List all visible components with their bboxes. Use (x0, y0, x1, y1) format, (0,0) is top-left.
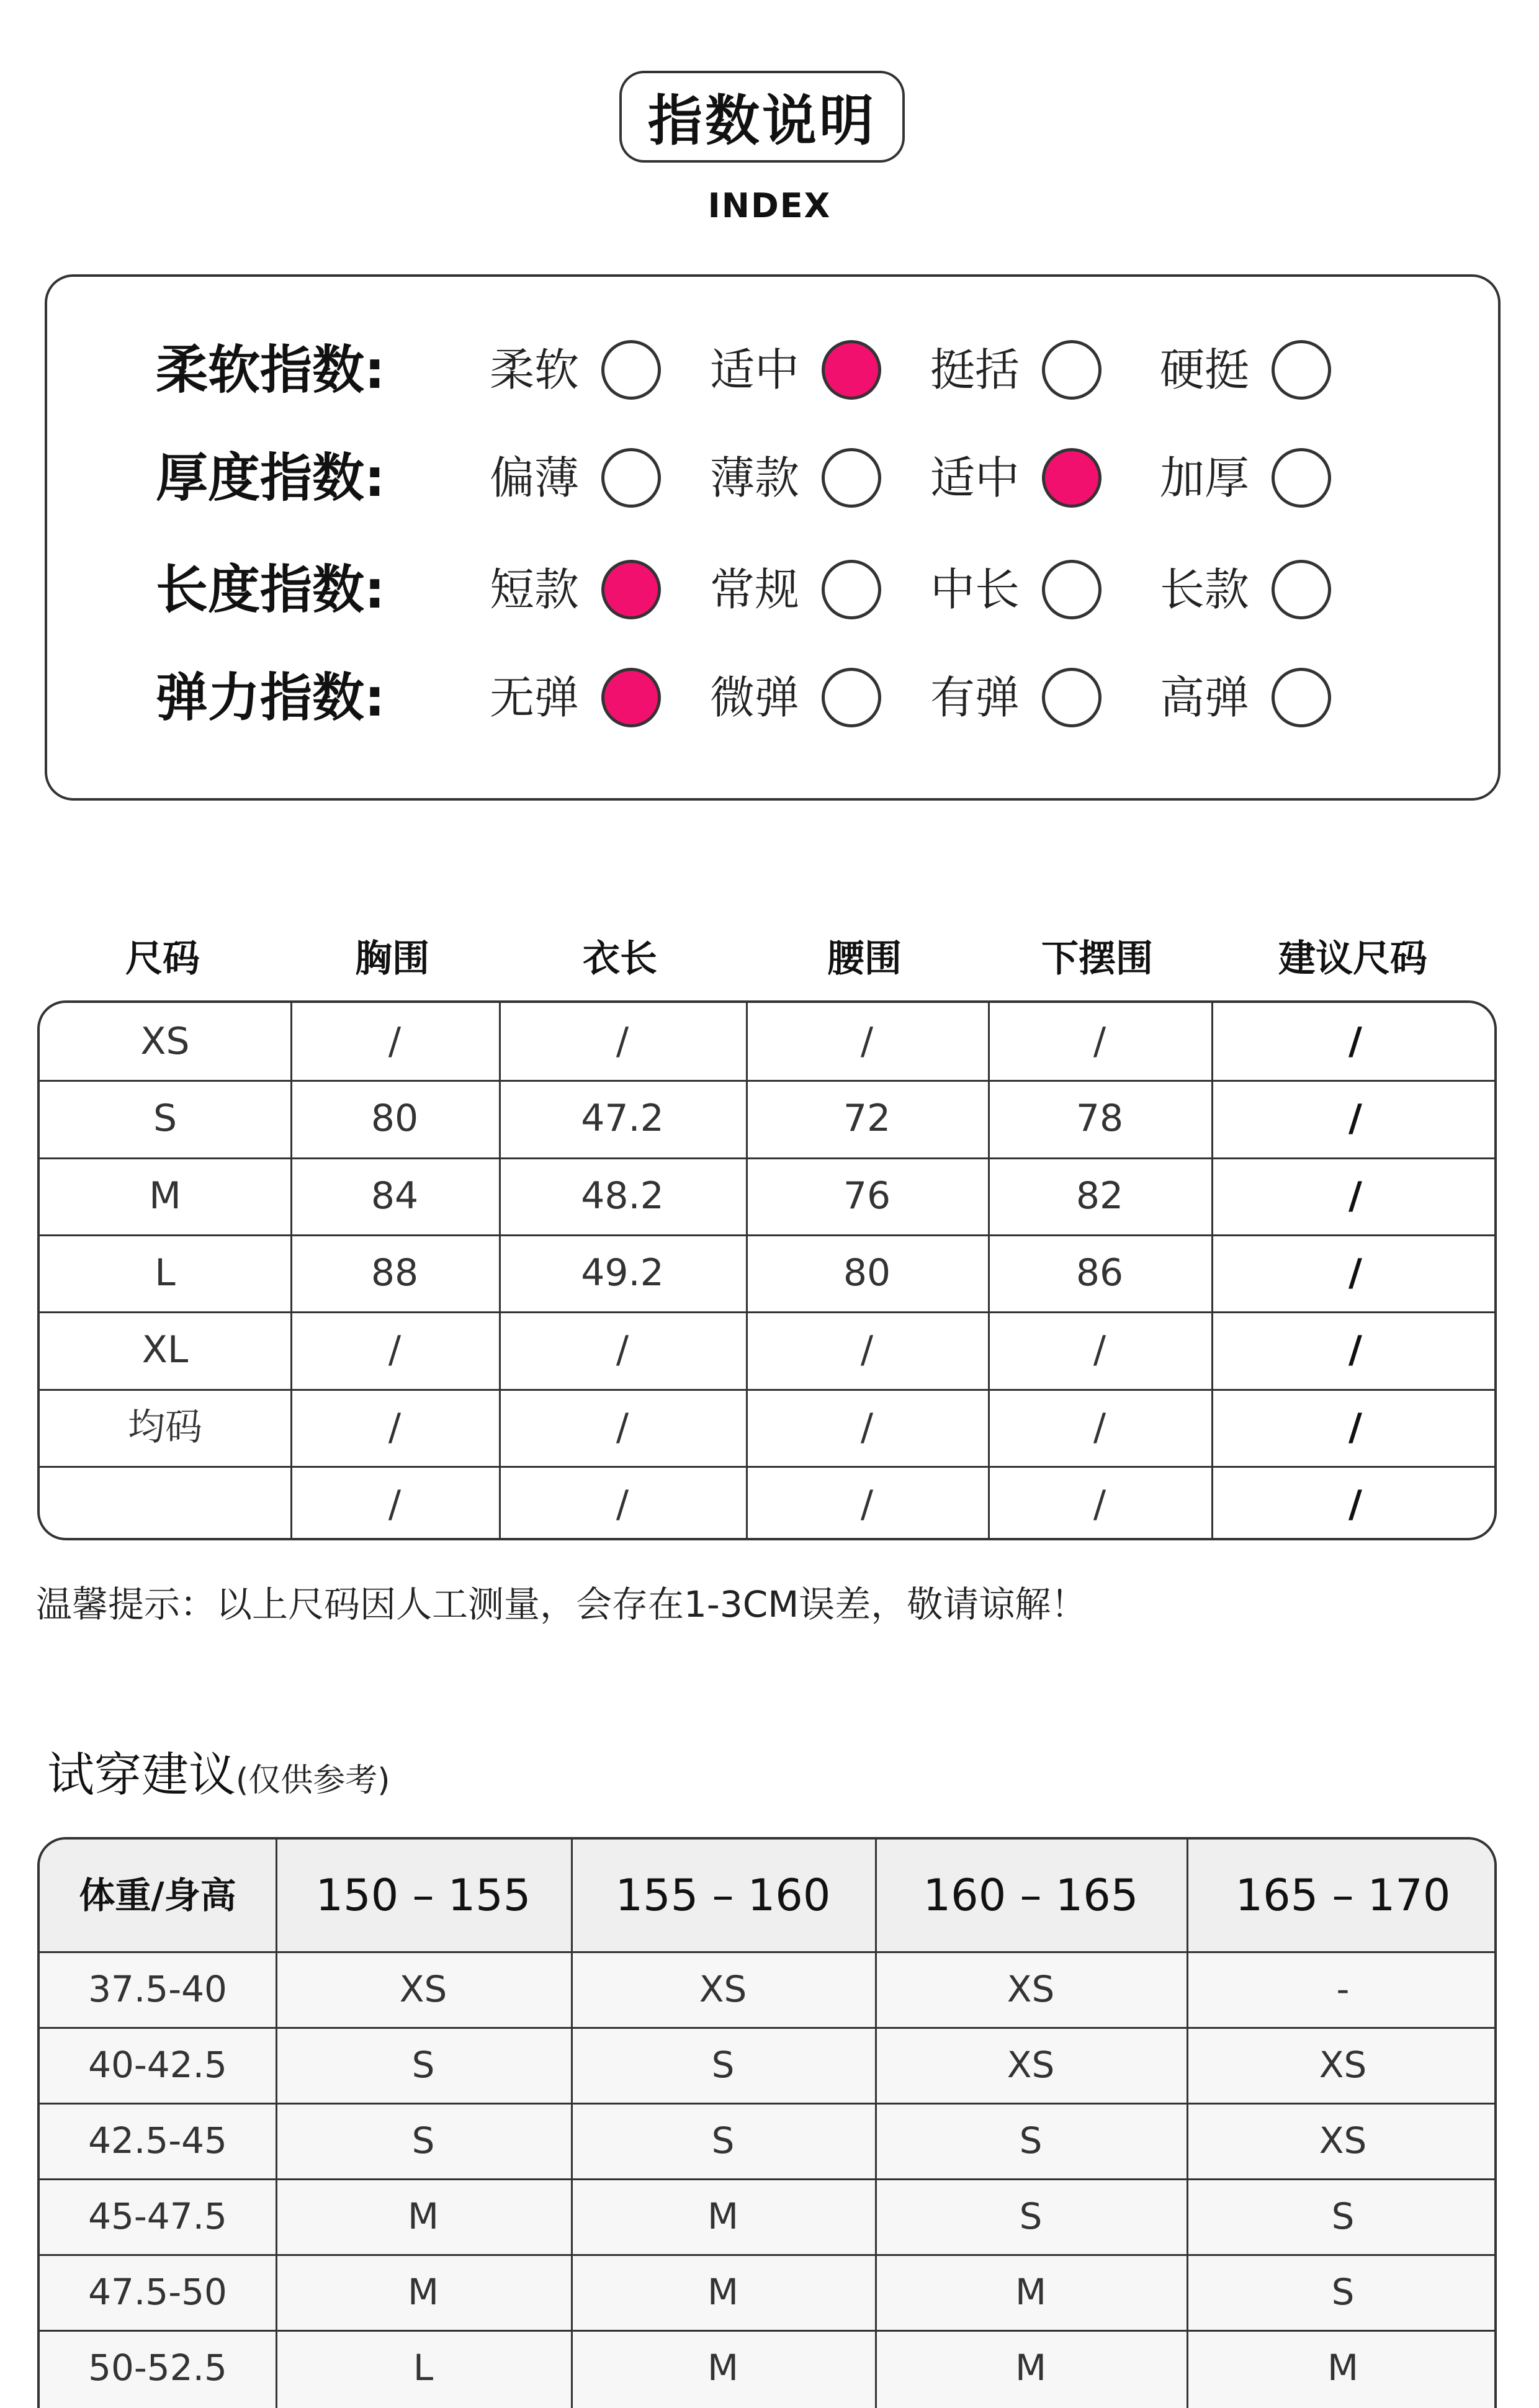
table-cell: M (707, 2347, 739, 2389)
index-option-label: 微弹 (710, 672, 800, 724)
table-cell: / (860, 1483, 874, 1526)
table-cell: / (616, 1483, 629, 1526)
index-row (47, 660, 1503, 735)
table-cell: 均码 (128, 1406, 202, 1449)
index-row-label: 长度指数: (156, 559, 385, 620)
table-cell: / (860, 1406, 874, 1449)
fit-column-header: 165 – 170 (1235, 1870, 1451, 1921)
table-cell: S (1019, 2119, 1043, 2162)
table-cell: 84 (370, 1174, 419, 1218)
empty-circle-icon (1272, 668, 1331, 727)
index-option (1160, 333, 1383, 407)
measurement-tip: 温馨提示：以上尺码因人工测量，会存在1-3CM误差，敬请谅解！ (36, 1583, 1087, 1625)
table-cell: S (153, 1097, 177, 1140)
index-option (710, 660, 933, 735)
table-cell (40, 1466, 290, 1540)
table-cell: 88 (370, 1251, 419, 1295)
table-cell: XS (1007, 2044, 1055, 2086)
index-option (710, 552, 933, 627)
index-row (47, 333, 1503, 407)
fit-column-header: 150 – 155 (315, 1870, 531, 1921)
fit-table (37, 1837, 1497, 2408)
index-option-label: 硬挺 (1160, 344, 1250, 396)
table-cell: M (1327, 2347, 1359, 2389)
table-cell: / (1093, 1483, 1106, 1526)
table-cell: M (707, 2195, 739, 2237)
table-cell: S (1331, 2195, 1355, 2237)
index-panel (45, 274, 1501, 801)
table-cell: 78 (1075, 1097, 1124, 1140)
table-cell: S (411, 2044, 435, 2086)
fit-column-header: 体重/身高 (79, 1874, 236, 1916)
table-cell: XS (399, 1968, 447, 2010)
index-option (930, 552, 1154, 627)
fit-column-header: 160 – 165 (923, 1870, 1139, 1921)
table-cell: XS (140, 1020, 190, 1063)
table-cell: 45-47.5 (88, 2195, 227, 2237)
empty-circle-icon (1042, 340, 1102, 400)
index-option-label: 挺括 (930, 344, 1020, 396)
index-option-label: 适中 (930, 452, 1020, 504)
table-cell: 50-52.5 (88, 2347, 227, 2389)
empty-circle-icon (822, 668, 881, 727)
fit-section-title (47, 1738, 390, 1812)
size-column-header: 下摆围 (1041, 937, 1153, 981)
table-cell: 80 (843, 1251, 891, 1295)
table-cell: S (711, 2044, 735, 2086)
selected-circle-icon (601, 668, 661, 727)
table-cell: - (1336, 1968, 1350, 2010)
index-row (47, 552, 1503, 627)
size-column-header: 胸围 (355, 937, 429, 981)
empty-circle-icon (601, 340, 661, 400)
selected-circle-icon (1042, 448, 1102, 508)
table-cell: S (711, 2119, 735, 2162)
table-cell: M (407, 2195, 439, 2237)
size-column-header: 建议尺码 (1278, 937, 1427, 981)
table-cell: 47.5-50 (88, 2271, 227, 2313)
index-row (47, 441, 1503, 515)
index-option (710, 441, 933, 515)
table-cell: S (1331, 2271, 1355, 2313)
index-option (490, 660, 713, 735)
empty-circle-icon (1272, 560, 1331, 619)
table-cell: 47.2 (581, 1097, 664, 1140)
table-cell: M (707, 2271, 739, 2313)
table-cell: / (1348, 1174, 1362, 1218)
table-cell: / (1348, 1406, 1362, 1449)
table-cell: XS (1319, 2044, 1367, 2086)
size-table (37, 1000, 1497, 1540)
table-cell: / (388, 1483, 402, 1526)
table-cell: 49.2 (581, 1251, 664, 1295)
index-option (930, 660, 1154, 735)
size-column-header: 衣长 (583, 937, 657, 981)
index-option-label: 适中 (710, 344, 800, 396)
table-cell: L (413, 2347, 434, 2389)
table-cell: 76 (843, 1174, 891, 1218)
table-cell: 82 (1075, 1174, 1124, 1218)
table-cell: / (860, 1328, 874, 1372)
table-cell: / (1093, 1328, 1106, 1372)
empty-circle-icon (601, 448, 661, 508)
table-cell: / (388, 1328, 402, 1372)
empty-circle-icon (1272, 448, 1331, 508)
index-option (490, 441, 713, 515)
empty-circle-icon (1042, 668, 1102, 727)
index-option (710, 333, 933, 407)
table-cell: / (1348, 1251, 1362, 1295)
table-cell: / (616, 1406, 629, 1449)
table-cell: / (616, 1020, 629, 1063)
index-option-label: 柔软 (490, 344, 580, 396)
table-cell: / (616, 1328, 629, 1372)
table-cell: 37.5-40 (88, 1968, 227, 2010)
table-cell: / (1348, 1328, 1362, 1372)
index-row-label: 弹力指数: (156, 667, 385, 728)
index-row-label: 厚度指数: (156, 447, 385, 508)
table-cell: M (149, 1174, 181, 1218)
table-cell: 80 (370, 1097, 419, 1140)
table-cell: L (155, 1251, 176, 1295)
index-option (1160, 660, 1383, 735)
table-cell: / (388, 1406, 402, 1449)
index-option (930, 441, 1154, 515)
empty-circle-icon (822, 448, 881, 508)
table-cell: 72 (843, 1097, 891, 1140)
index-option (930, 333, 1154, 407)
index-option (490, 552, 713, 627)
size-column-header: 腰围 (827, 937, 902, 981)
index-option-label: 有弹 (930, 672, 1020, 724)
page-subtitle: INDEX (707, 186, 832, 225)
index-option-label: 偏薄 (490, 452, 580, 504)
table-cell: / (1093, 1020, 1106, 1063)
index-option-label: 无弹 (490, 672, 580, 724)
table-cell: 40-42.5 (88, 2044, 227, 2086)
index-option-label: 常规 (710, 564, 800, 616)
selected-circle-icon (601, 560, 661, 619)
table-cell: XS (699, 1968, 747, 2010)
table-cell: S (411, 2119, 435, 2162)
table-cell: M (1015, 2347, 1047, 2389)
table-cell: 48.2 (581, 1174, 664, 1218)
fit-title-text: 试穿建议 (47, 1747, 236, 1802)
table-cell: M (407, 2271, 439, 2313)
index-option-label: 短款 (490, 564, 580, 616)
table-cell: / (1093, 1406, 1106, 1449)
empty-circle-icon (1272, 340, 1331, 400)
table-cell: / (1348, 1097, 1362, 1140)
size-column-header: 尺码 (125, 937, 200, 981)
index-row-label: 柔软指数: (156, 339, 385, 400)
index-option-label: 高弹 (1160, 672, 1250, 724)
index-option-label: 加厚 (1160, 452, 1250, 504)
index-option-label: 薄款 (710, 452, 800, 504)
table-cell: S (1019, 2195, 1043, 2237)
table-cell: XS (1319, 2119, 1367, 2162)
empty-circle-icon (822, 560, 881, 619)
page-title: 指数说明 (619, 71, 905, 163)
index-option (1160, 552, 1383, 627)
table-cell: / (1348, 1483, 1362, 1526)
index-option-label: 长款 (1160, 564, 1250, 616)
table-cell: 86 (1075, 1251, 1124, 1295)
table-cell: M (1015, 2271, 1047, 2313)
index-option (1160, 441, 1383, 515)
empty-circle-icon (1042, 560, 1102, 619)
table-cell: XS (1007, 1968, 1055, 2010)
fit-column-header: 155 – 160 (615, 1870, 831, 1921)
table-cell: / (388, 1020, 402, 1063)
table-cell: / (860, 1020, 874, 1063)
selected-circle-icon (822, 340, 881, 400)
table-cell: XL (141, 1328, 189, 1372)
index-option-label: 中长 (930, 564, 1020, 616)
table-cell: / (1348, 1020, 1362, 1063)
index-option (490, 333, 713, 407)
table-cell: 42.5-45 (88, 2119, 227, 2162)
fit-title-note: (仅供参考) (236, 1762, 390, 1799)
